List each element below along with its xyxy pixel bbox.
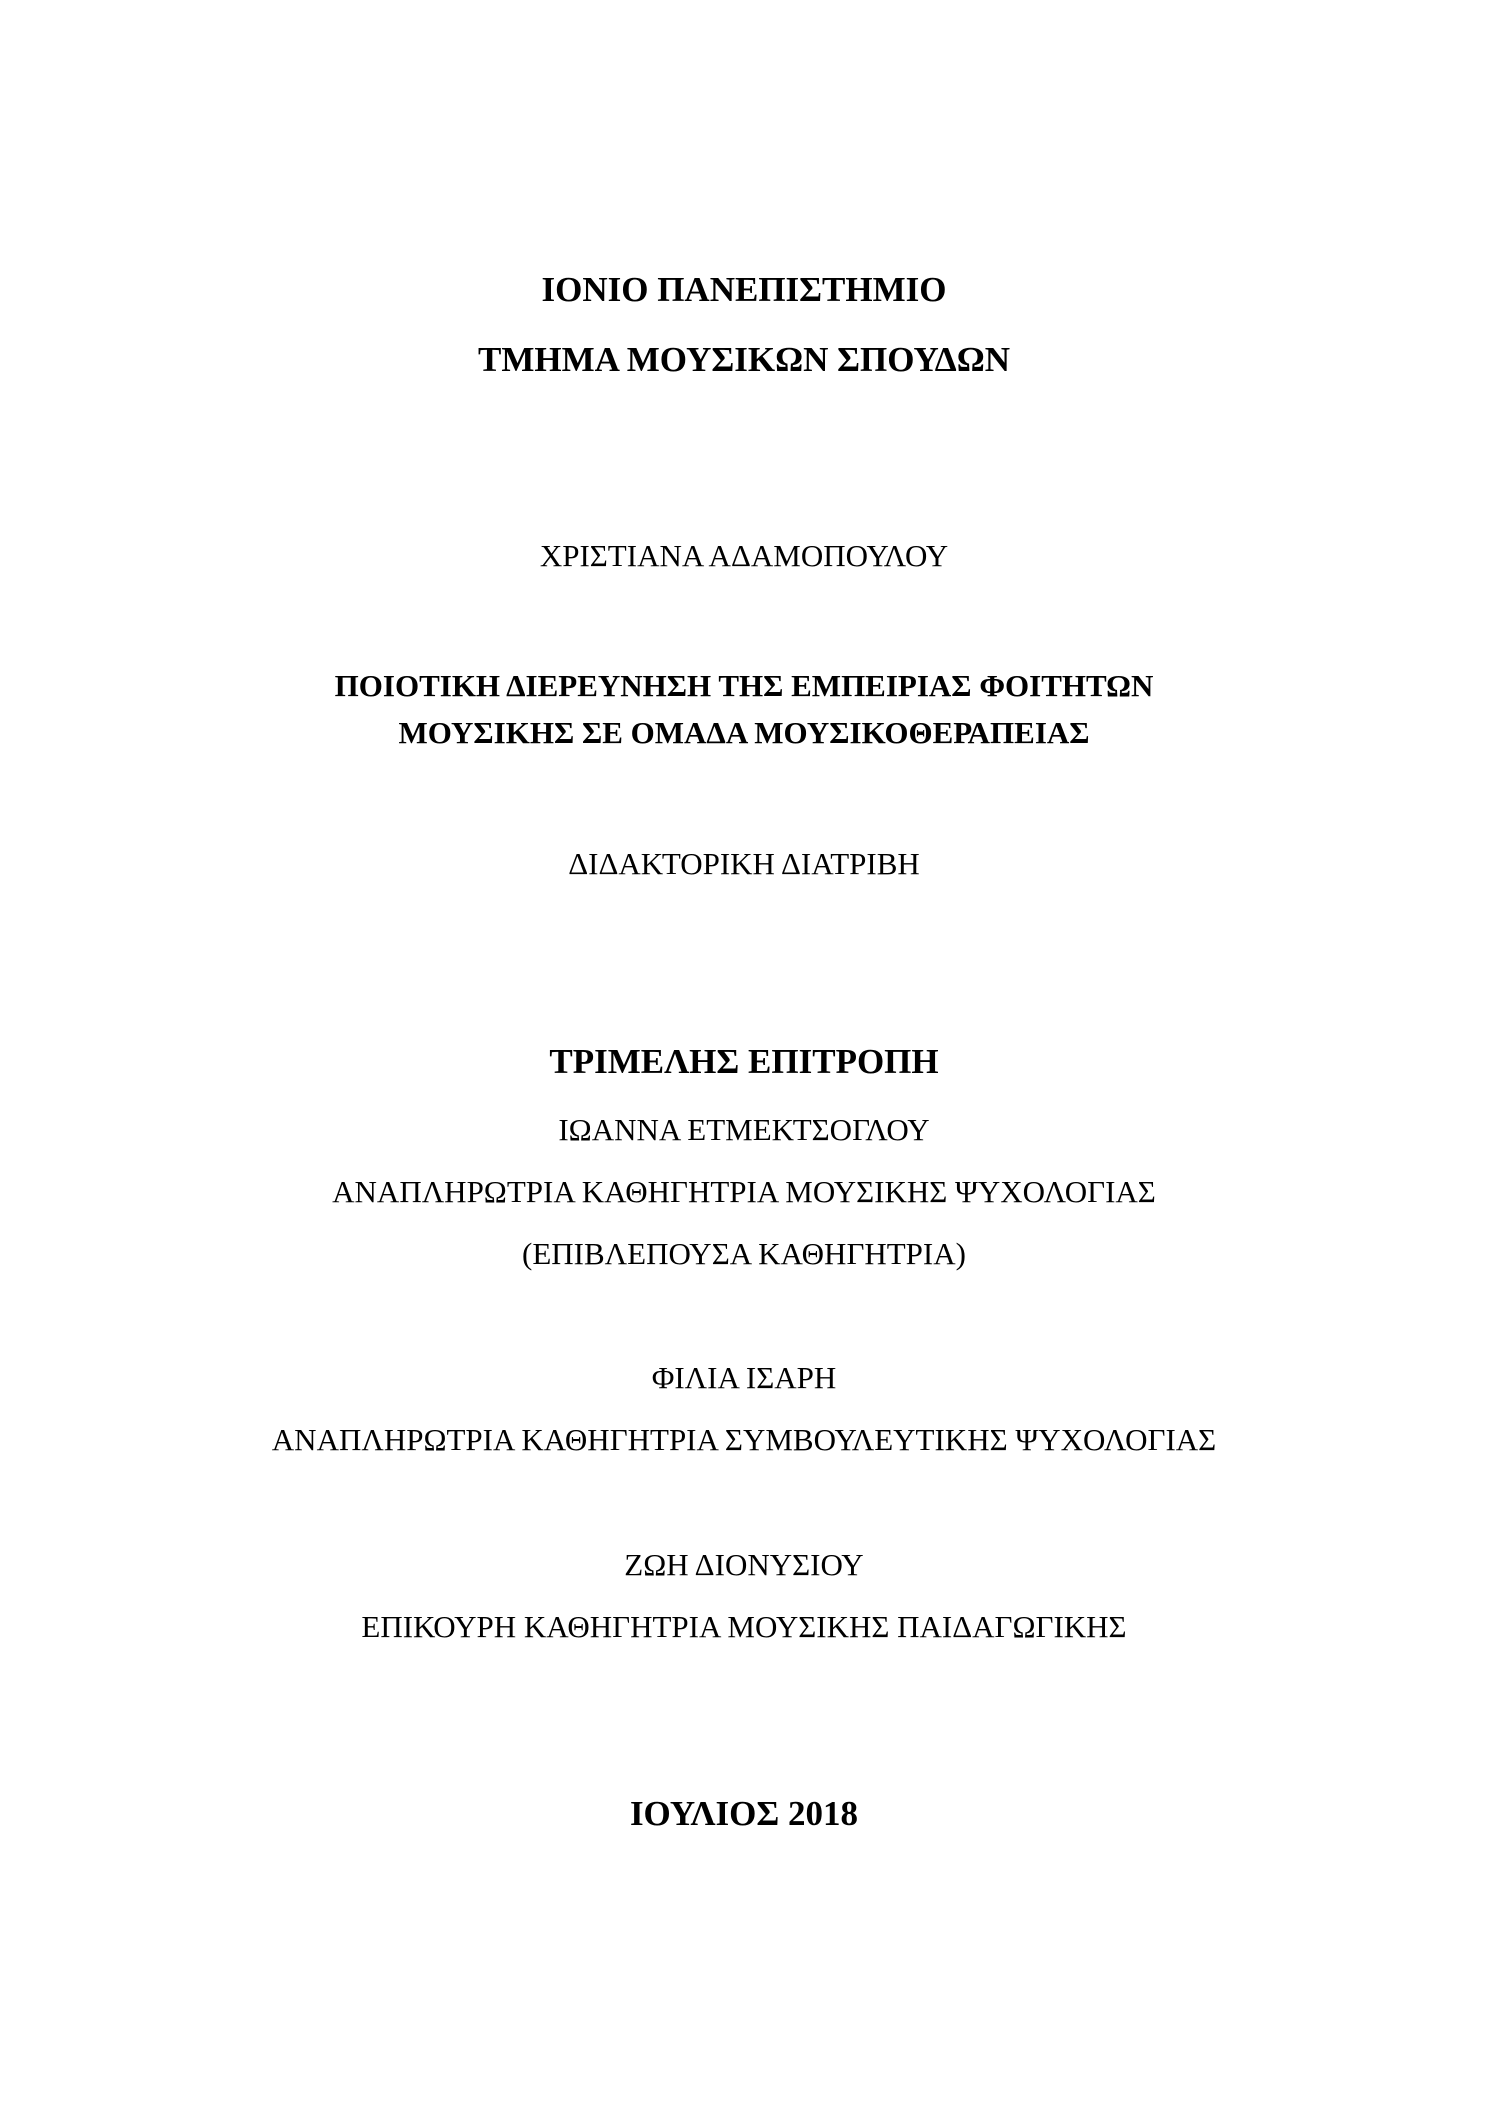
committee-member-3-position: ΕΠΙΚΟΥΡΗ ΚΑΘΗΓΗΤΡΙΑ ΜΟΥΣΙΚΗΣ ΠΑΙΔΑΓΩΓΙΚΗΣ bbox=[361, 1609, 1127, 1644]
committee-member-1-name: ΙΩΑΝΝΑ ΕΤΜΕΚΤΣΟΓΛΟΥ bbox=[558, 1112, 930, 1147]
department-name: ΤΜΗΜΑ ΜΟΥΣΙΚΩΝ ΣΠΟΥΔΩΝ bbox=[477, 340, 1011, 379]
committee-member-2-name: ΦΙΛΙΑ ΙΣΑΡΗ bbox=[651, 1360, 837, 1395]
author-name: ΧΡΙΣΤΙΑΝΑ ΑΔΑΜΟΠΟΥΛΟΥ bbox=[539, 538, 949, 573]
committee-heading: ΤΡΙΜΕΛΗΣ ΕΠΙΤΡΟΠΗ bbox=[549, 1042, 939, 1081]
thesis-title-line-2: ΜΟΥΣΙΚΗΣ ΣΕ ΟΜΑΔΑ ΜΟΥΣΙΚΟΘΕΡΑΠΕΙΑΣ bbox=[398, 715, 1090, 750]
committee-member-1-role: (ΕΠΙΒΛΕΠΟΥΣΑ ΚΑΘΗΓΗΤΡΙΑ) bbox=[522, 1236, 966, 1271]
committee-member-1-position: ΑΝΑΠΛΗΡΩΤΡΙΑ ΚΑΘΗΓΗΤΡΙΑ ΜΟΥΣΙΚΗΣ ΨΥΧΟΛΟΓΙΑΣ bbox=[332, 1174, 1156, 1209]
thesis-title-line-1: ΠΟΙΟΤΙΚΗ ΔΙΕΡΕΥΝΗΣΗ ΤΗΣ ΕΜΠΕΙΡΙΑΣ ΦΟΙΤΗΤΩΝ bbox=[334, 668, 1154, 703]
committee-member-2-position: ΑΝΑΠΛΗΡΩΤΡΙΑ ΚΑΘΗΓΗΤΡΙΑ ΣΥΜΒΟΥΛΕΥΤΙΚΗΣ ΨΥΧΟΛΟΓΙΑΣ bbox=[271, 1422, 1217, 1457]
committee-member-3-name: ΖΩΗ ΔΙΟΝΥΣΙΟΥ bbox=[624, 1547, 864, 1582]
submission-date: ΙΟΥΛΙΟΣ 2018 bbox=[629, 1794, 859, 1833]
document-type: ΔΙΔΑΚΤΟΡΙΚΗ ΔΙΑΤΡΙΒΗ bbox=[568, 846, 920, 881]
university-name: ΙΟΝΙΟ ΠΑΝΕΠΙΣΤΗΜΙΟ bbox=[541, 270, 947, 309]
